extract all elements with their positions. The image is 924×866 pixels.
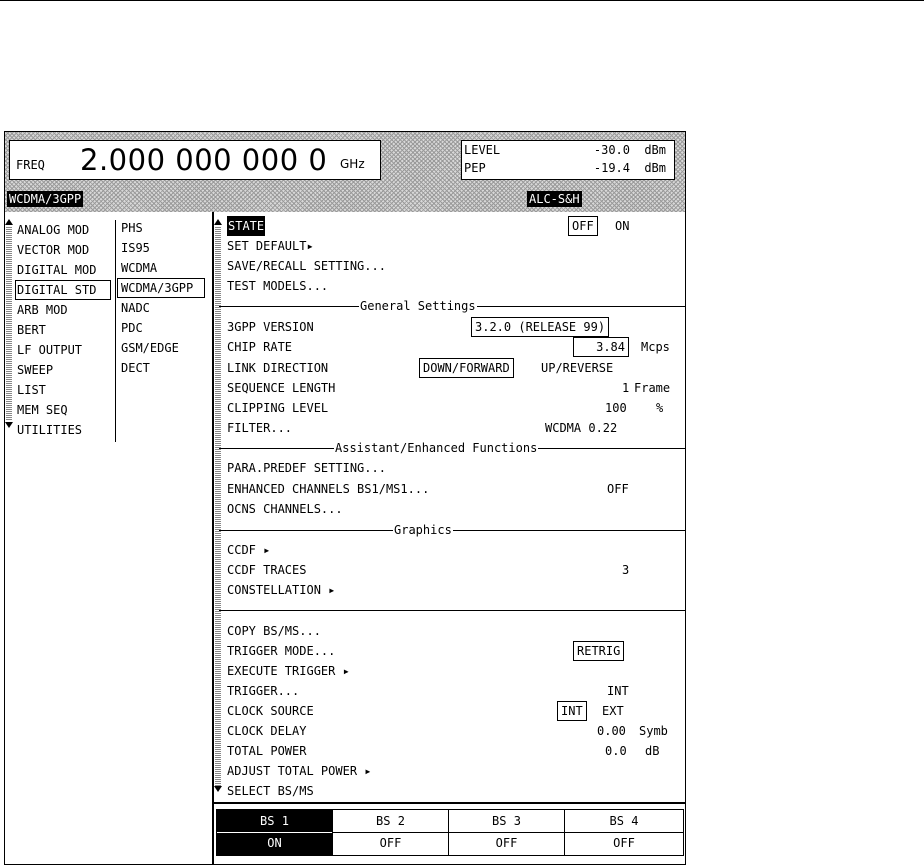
sequence-length-value[interactable]: 1 — [622, 381, 630, 395]
select-bs-label: SELECT BS/MS — [227, 784, 314, 798]
trigger-value: INT — [607, 684, 629, 698]
menu-item-mem-seq[interactable]: MEM SEQ — [17, 403, 68, 417]
sequence-length-unit: Frame — [634, 381, 671, 395]
menu-item-wcdma[interactable]: WCDMA — [121, 261, 158, 275]
menu-item-wcdma-3gpp[interactable]: WCDMA/3GPP — [117, 278, 205, 298]
level-value[interactable]: -30.0 — [593, 143, 630, 157]
scroll-down-icon[interactable] — [5, 422, 13, 428]
ccdf-label: CCDF ▸ — [227, 543, 271, 557]
section-assistant-title: Assistant/Enhanced Functions — [334, 438, 538, 458]
set-default-row[interactable] — [227, 236, 682, 256]
bs-tab-state: ON — [267, 836, 282, 850]
state-row — [227, 216, 682, 236]
bs-tab-name: BS 2 — [376, 814, 405, 828]
ccdf-traces-row — [227, 560, 682, 580]
menu-column-main — [15, 220, 115, 440]
select-bs-row — [227, 781, 682, 801]
triangle-right-icon: ▸ — [342, 664, 350, 678]
mode-tag: WCDMA/3GPP — [9, 192, 82, 206]
menu-item-lf-output[interactable]: LF OUTPUT — [17, 343, 83, 357]
section-graphics — [219, 520, 685, 540]
clipping-level-unit: % — [656, 401, 664, 415]
bs-tab-2[interactable] — [333, 810, 449, 855]
menu-item-utilities[interactable]: UTILITIES — [17, 423, 83, 437]
level-unit: dBm — [644, 143, 666, 157]
link-direction-label: LINK DIRECTION — [227, 361, 329, 375]
bs-tab-3[interactable] — [449, 810, 565, 855]
copy-bs-row[interactable] — [227, 621, 682, 641]
test-models-row[interactable] — [227, 276, 682, 296]
freq-value[interactable]: 2.000 000 000 0 — [80, 143, 328, 177]
menu-item-vector-mod[interactable]: VECTOR MOD — [17, 243, 90, 257]
ccdf-traces-value[interactable]: 3 — [622, 563, 630, 577]
menu-column-divider — [115, 220, 116, 442]
save-recall-row[interactable] — [227, 256, 682, 276]
link-direction-row — [227, 358, 682, 378]
copy-bs-label: COPY BS/MS... — [227, 624, 321, 638]
menu-item-gsm-edge[interactable]: GSM/EDGE — [121, 341, 179, 355]
trigger-label: TRIGGER... — [227, 684, 300, 698]
section-general-settings — [219, 296, 685, 316]
bs-tab-1[interactable] — [217, 810, 333, 855]
menu-item-nadc[interactable]: NADC — [121, 301, 150, 315]
bs-tab-state: OFF — [379, 836, 402, 850]
triangle-right-icon: ▸ — [263, 543, 271, 557]
section-general-title: General Settings — [359, 296, 477, 316]
adjust-total-power-label: ADJUST TOTAL POWER ▸ — [227, 764, 372, 778]
filter-row[interactable] — [227, 418, 682, 438]
ccdf-traces-label: CCDF TRACES — [227, 563, 307, 577]
gpp-version-value[interactable]: 3.2.0 (RELEASE 99) — [471, 317, 609, 337]
menu-item-list[interactable]: LIST — [17, 383, 46, 397]
freq-label: FREQ — [16, 158, 45, 172]
level-display[interactable] — [461, 140, 675, 180]
chip-rate-row — [227, 337, 682, 357]
bs-selector-rule — [214, 802, 685, 804]
clock-delay-label: CLOCK DELAY — [227, 724, 307, 738]
ocns-channels-label: OCNS CHANNELS... — [227, 502, 343, 516]
panel-scroll-down-icon[interactable] — [214, 786, 222, 792]
section-separator — [219, 610, 685, 611]
filter-value: WCDMA 0.22 — [545, 421, 618, 435]
menu-item-sweep[interactable]: SWEEP — [17, 363, 54, 377]
link-up-reverse-button[interactable]: UP/REVERSE — [541, 361, 614, 375]
triangle-right-icon: ▸ — [364, 764, 372, 778]
pep-value: -19.4 — [593, 161, 630, 175]
menu-scrollbar[interactable] — [6, 226, 12, 420]
menu-item-phs[interactable]: PHS — [121, 221, 143, 235]
total-power-label: TOTAL POWER — [227, 744, 307, 758]
clipping-level-row — [227, 398, 682, 418]
bs-tab-name: BS 4 — [609, 814, 639, 828]
section-graphics-title: Graphics — [393, 520, 453, 540]
instrument-screen — [4, 131, 686, 865]
pep-row — [464, 159, 670, 177]
menu-item-pdc[interactable]: PDC — [121, 321, 143, 335]
constellation-row[interactable] — [227, 580, 682, 600]
clock-source-row — [227, 701, 682, 721]
section-assistant-functions — [219, 438, 685, 458]
clipping-level-value[interactable]: 100 — [605, 401, 627, 415]
panel-scroll-up-icon[interactable] — [214, 219, 222, 225]
para-predef-label: PARA.PREDEF SETTING... — [227, 461, 386, 475]
wcdma-settings-panel — [214, 212, 685, 864]
state-label[interactable]: STATE — [227, 216, 265, 236]
triangle-right-icon: ▸ — [306, 239, 314, 253]
clock-source-label: CLOCK SOURCE — [227, 704, 314, 718]
set-default-label: SET DEFAULT▸ — [227, 239, 314, 253]
clock-source-ext-button[interactable]: EXT — [602, 704, 624, 718]
menu-tree — [5, 212, 212, 864]
chip-rate-label: CHIP RATE — [227, 340, 293, 354]
enhanced-channels-label: ENHANCED CHANNELS BS1/MS1... — [227, 482, 430, 496]
clipping-level-label: CLIPPING LEVEL — [227, 401, 329, 415]
bs-tab-state: OFF — [613, 836, 635, 850]
level-row — [464, 141, 670, 159]
trigger-mode-row[interactable] — [227, 641, 682, 661]
execute-trigger-row[interactable] — [227, 661, 682, 681]
total-power-row — [227, 741, 682, 761]
alc-tag: ALC-S&H — [529, 192, 580, 206]
gpp-version-row — [227, 317, 682, 337]
freq-unit: GHz — [340, 157, 365, 171]
menu-item-digital-mod[interactable]: DIGITAL MOD — [17, 263, 97, 277]
enhanced-channels-row[interactable] — [227, 479, 682, 499]
total-power-value: 0.0 — [605, 744, 627, 758]
test-models-label: TEST MODELS... — [227, 279, 329, 293]
enhanced-channels-value: OFF — [607, 482, 629, 496]
sequence-length-row — [227, 378, 682, 398]
trigger-mode-value[interactable]: RETRIG — [573, 641, 624, 661]
level-label: LEVEL — [464, 143, 501, 157]
bs-tab-state: OFF — [495, 836, 518, 850]
chip-rate-value[interactable]: 3.84 — [573, 337, 629, 357]
menu-item-dect[interactable]: DECT — [121, 361, 150, 375]
adjust-total-power-row[interactable] — [227, 761, 682, 781]
clock-delay-unit: Symb — [639, 724, 668, 738]
clock-source-int-button[interactable]: INT — [557, 701, 587, 721]
sequence-length-label: SEQUENCE LENGTH — [227, 381, 336, 395]
menu-item-is95[interactable]: IS95 — [121, 241, 150, 255]
pep-unit: dBm — [644, 161, 666, 175]
clock-delay-row — [227, 721, 682, 741]
total-power-unit: dB — [645, 744, 660, 758]
page-top-rule — [0, 0, 924, 1]
execute-trigger-label: EXECUTE TRIGGER ▸ — [227, 664, 350, 678]
chip-rate-unit: Mcps — [641, 340, 670, 354]
bs-tab-4[interactable] — [565, 810, 683, 855]
scroll-up-icon[interactable] — [5, 219, 13, 225]
state-off-button[interactable]: OFF — [568, 216, 598, 236]
ccdf-row[interactable] — [227, 540, 682, 560]
menu-item-bert[interactable]: BERT — [17, 323, 46, 337]
trigger-mode-label: TRIGGER MODE... — [227, 644, 336, 658]
pep-label: PEP — [464, 161, 486, 175]
triangle-right-icon: ▸ — [328, 583, 336, 597]
bs-tab-name: BS 3 — [492, 814, 521, 828]
menu-item-arb-mod[interactable]: ARB MOD — [17, 303, 68, 317]
bs-tab-name: BS 1 — [260, 814, 289, 828]
trigger-row[interactable] — [227, 681, 682, 701]
state-on-button[interactable]: ON — [615, 219, 630, 233]
para-predef-row[interactable] — [227, 458, 682, 478]
link-down-forward-button[interactable]: DOWN/FORWARD — [419, 358, 514, 378]
menu-column-standards — [117, 218, 209, 378]
gpp-version-label: 3GPP VERSION — [227, 320, 314, 334]
menu-item-analog-mod[interactable]: ANALOG MOD — [17, 223, 90, 237]
bs-selector — [216, 809, 684, 856]
filter-label: FILTER... — [227, 421, 293, 435]
save-recall-label: SAVE/RECALL SETTING... — [227, 259, 386, 273]
frequency-display[interactable] — [9, 140, 381, 180]
constellation-label: CONSTELLATION ▸ — [227, 583, 336, 597]
ocns-channels-row[interactable] — [227, 499, 682, 519]
menu-item-digital-std[interactable]: DIGITAL STD — [15, 280, 111, 300]
clock-delay-value[interactable]: 0.00 — [597, 724, 626, 738]
status-header — [5, 132, 685, 212]
